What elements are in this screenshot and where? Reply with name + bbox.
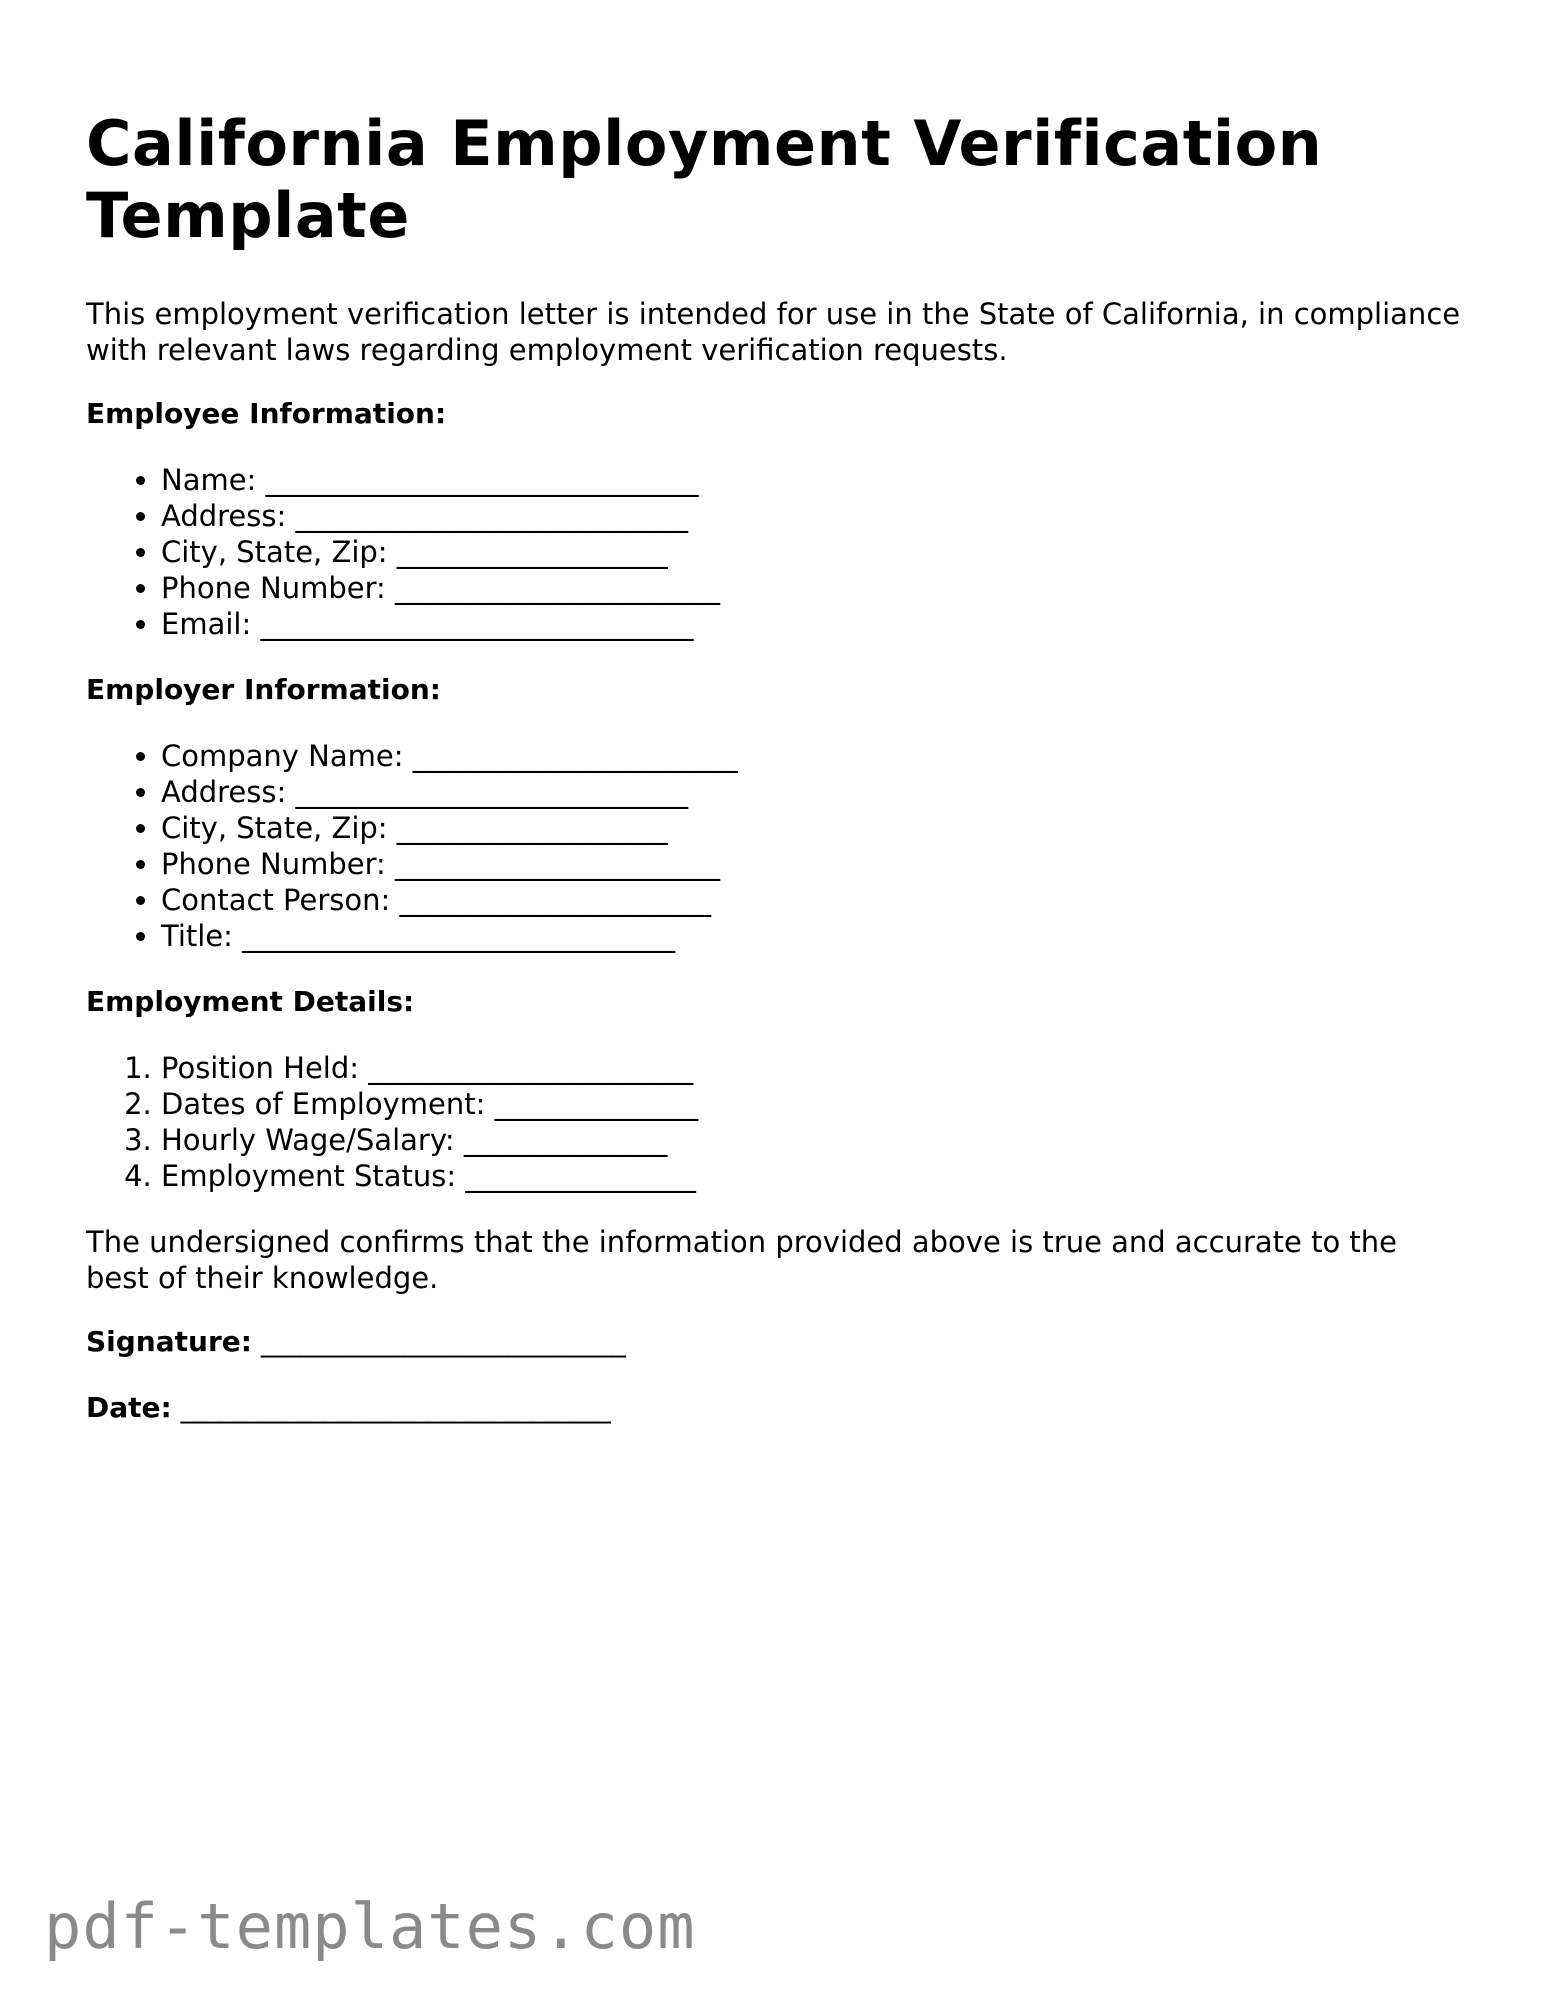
fill-blank: ________________________ <box>368 1051 693 1085</box>
date-blank: _________________________________ <box>180 1391 610 1424</box>
hourly-wage-salary-field[interactable] <box>161 1122 1466 1158</box>
field-label: Contact Person: <box>161 883 391 917</box>
signature-field[interactable] <box>86 1324 1466 1360</box>
field-label: Company Name: <box>161 739 404 773</box>
employee-name-field[interactable] <box>161 462 1466 498</box>
employer-city-state-zip-field[interactable] <box>161 810 1466 846</box>
fill-blank: _______________ <box>494 1087 698 1121</box>
dates-of-employment-field[interactable] <box>161 1086 1466 1122</box>
employee-address-field[interactable] <box>161 498 1466 534</box>
employee-phone-field[interactable] <box>161 570 1466 606</box>
date-label: Date: <box>86 1391 172 1424</box>
employment-status-field[interactable] <box>161 1158 1466 1194</box>
signature-blank: ____________________________ <box>260 1325 625 1358</box>
employee-city-state-zip-field[interactable] <box>161 534 1466 570</box>
employer-title-field[interactable] <box>161 918 1466 954</box>
date-field[interactable] <box>86 1390 1466 1426</box>
employer-section-heading: Employer Information: <box>86 673 441 706</box>
fill-blank: _____________________________ <box>295 499 687 533</box>
employee-section-heading: Employee Information: <box>86 397 447 430</box>
employer-phone-field[interactable] <box>161 846 1466 882</box>
fill-blank: ________________________ <box>412 739 737 773</box>
field-label: Address: <box>161 775 287 809</box>
fill-blank: ________________________ <box>395 847 720 881</box>
field-label: Employment Status: <box>161 1159 457 1193</box>
fill-blank: _______________ <box>463 1123 667 1157</box>
fill-blank: ________________________________ <box>265 463 698 497</box>
signature-label: Signature: <box>86 1325 252 1358</box>
field-label: Position Held: <box>161 1051 360 1085</box>
watermark-text: pdf-templates.com <box>44 1890 696 1963</box>
fill-blank: ________________________________ <box>242 919 675 953</box>
page-title: California Employment Verification Template <box>86 107 1323 252</box>
employment-section-heading: Employment Details: <box>86 985 415 1018</box>
field-label: Hourly Wage/Salary: <box>161 1123 455 1157</box>
fill-blank: ________________________ <box>395 571 720 605</box>
field-label: City, State, Zip: <box>161 811 388 845</box>
employer-info-list <box>86 738 1466 954</box>
intro-paragraph: This employment verification letter is intended for use in the State of California, in compliance with relevant laws regarding employment verification requests. <box>86 297 1461 367</box>
employer-company-name-field[interactable] <box>161 738 1466 774</box>
field-label: Name: <box>161 463 257 497</box>
confirmation-paragraph: The undersigned confirms that the information provided above is true and accurate to the best of their knowledge. <box>86 1225 1398 1295</box>
field-label: Address: <box>161 499 287 533</box>
employer-contact-person-field[interactable] <box>161 882 1466 918</box>
fill-blank: _____________________________ <box>295 775 687 809</box>
field-label: Email: <box>161 607 252 641</box>
fill-blank: _______________________ <box>399 883 710 917</box>
fill-blank: ________________________________ <box>260 607 693 641</box>
employer-address-field[interactable] <box>161 774 1466 810</box>
document-page <box>86 108 1466 1456</box>
employee-info-list <box>86 462 1466 642</box>
fill-blank: ____________________ <box>396 811 667 845</box>
field-label: Phone Number: <box>161 847 386 881</box>
employee-email-field[interactable] <box>161 606 1466 642</box>
field-label: Title: <box>161 919 233 953</box>
field-label: Dates of Employment: <box>161 1087 486 1121</box>
position-held-field[interactable] <box>161 1050 1466 1086</box>
employment-details-list <box>86 1050 1466 1194</box>
field-label: City, State, Zip: <box>161 535 388 569</box>
fill-blank: ____________________ <box>396 535 667 569</box>
field-label: Phone Number: <box>161 571 386 605</box>
fill-blank: _________________ <box>465 1159 695 1193</box>
